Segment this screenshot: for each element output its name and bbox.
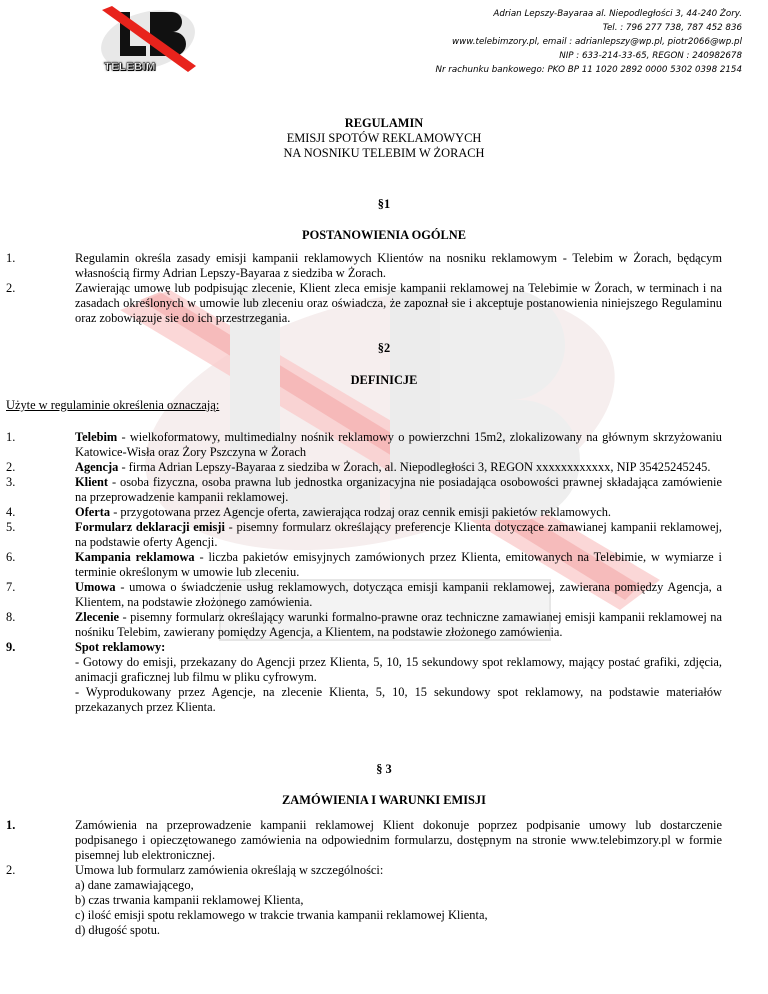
definitions-list	[6, 430, 722, 715]
section-2-number: §2	[377, 341, 391, 355]
list-item	[6, 251, 722, 281]
definition-term: Zlecenie	[75, 610, 120, 624]
definition-term: Kampania reklamowa	[75, 550, 195, 564]
order-detail-item: b) czas trwania kampanii reklamowej Klienta,	[75, 893, 304, 907]
definition-term: Umowa	[75, 580, 116, 594]
definition-text: - pisemny formularz określający warunki formalno-prawne oraz techniczne zamawianej emisji kampanii reklamowej na nośniku Telebim, zawierany pomiędzy Agencja, a Klientem, na podstawie złożonego zamówienia.	[75, 610, 722, 639]
list-item-text: Umowa lub formularz zamówienia określają w szczególności:	[75, 863, 384, 877]
list-item-number: 9.	[6, 640, 16, 654]
definition-term: Spot reklamowy:	[75, 640, 166, 654]
definition-text: - wielkoformatowy, multimedialny nośnik reklamowy o powierzchni 15m2, zlokalizowany na głównym skrzyżowaniu Katowice-Wisła oraz Żory Pszczyna w Żorach	[75, 430, 722, 459]
section-3-list	[6, 818, 722, 938]
definition-text: - osoba fizyczna, osoba prawna lub jednostka organizacyjna nie posiadająca osobowości prawnej składająca zamówienie na przeprowadzenie kampanii reklamowej.	[75, 475, 722, 504]
list-item-number: 5.	[6, 520, 16, 534]
contact-bank-account: Nr rachunku bankowego: PKO BP 11 1020 2892 0000 5302 0398 2154	[435, 65, 742, 75]
list-item-number: 2.	[6, 460, 16, 474]
document-subtitle-2: NA NOSNIKU TELEBIM W ŻORACH	[283, 146, 485, 160]
section-3-heading: ZAMÓWIENIA I WARUNKI EMISJI	[282, 793, 486, 807]
list-item-text: Zamówienia na przeprowadzenie kampanii reklamowej Klient dokonuje poprzez podpisanie umowy lub dostarczenie podpisanego i opieczętowanego zamówienia na odpowiednim formularzu, dostępnym na stronie www.telebimzory.pl w formie pisemnej lub elektronicznej.	[75, 818, 722, 862]
list-item-number: 6.	[6, 550, 16, 564]
list-item	[6, 281, 722, 326]
order-detail-item: d) długość spotu.	[75, 923, 161, 937]
list-item-number: 2.	[6, 863, 16, 877]
definition-term: Telebim	[75, 430, 118, 444]
list-item	[6, 818, 722, 863]
definitions-intro: Użyte w regulaminie określenia oznaczają:	[6, 398, 220, 412]
logo-text: TELEBIM	[104, 61, 156, 73]
list-item-number: 1.	[6, 430, 16, 444]
spot-type-ready: - Gotowy do emisji, przekazany do Agencji przez Klienta, 5, 10, 15 sekundowy spot reklamowy, mający postać grafiki, zdjęcia, animacji graficznej lub filmu w pliku cyfrowym.	[75, 655, 722, 684]
definition-item	[6, 430, 722, 460]
list-item-text: Regulamin określa zasady emisji kampanii reklamowych Klientów na nosniku reklamowym - Telebim w Żorach, będącym własnością firmy Adrian Lepszy-Bayaraa z siedziba w Żorach.	[75, 251, 722, 280]
definition-term: Oferta	[75, 505, 111, 519]
definition-item	[6, 550, 722, 580]
document-title: REGULAMIN	[344, 116, 424, 130]
contact-web-email: www.telebimzory.pl, email : adrianlepszy@wp.pl, piotr2066@wp.pl	[452, 37, 742, 47]
contact-address: Adrian Lepszy-Bayaraa al. Niepodległości 3, 44-240 Żory.	[493, 9, 742, 19]
section-3-number: § 3	[376, 762, 392, 776]
definition-item	[6, 610, 722, 640]
section-1-heading: POSTANOWIENIA OGÓLNE	[302, 228, 466, 242]
list-item-number: 8.	[6, 610, 16, 624]
list-item-number: 4.	[6, 505, 16, 519]
telebim-logo	[98, 4, 198, 76]
definition-item	[6, 640, 722, 715]
list-item	[6, 863, 722, 938]
section-1-list	[6, 251, 722, 326]
order-detail-item: a) dane zamawiającego,	[75, 878, 194, 892]
definition-text: - firma Adrian Lepszy-Bayaraa z siedziba w Żorach, al. Niepodległości 3, REGON xxxxxxxxxxxx, NIP 35425245245.	[118, 460, 711, 474]
list-item-number: 3.	[6, 475, 16, 489]
document-subtitle-1: EMISJI SPOTÓW REKLAMOWYCH	[286, 131, 482, 145]
list-item-number: 1.	[6, 818, 16, 832]
definition-text: - umowa o świadczenie usług reklamowych, dotycząca emisji kampanii reklamowej, zawierana pomiędzy Agencja, a Klientem, na podstawie złożonego zamówienia.	[75, 580, 722, 609]
definition-item	[6, 520, 722, 550]
definition-text: - pisemny formularz określający preferencje Klienta dotyczące zamawianej kampanii reklamowej, na podstawie oferty Agencji.	[75, 520, 722, 549]
definition-item	[6, 580, 722, 610]
definition-text: - przygotowana przez Agencje oferta, zawierająca rodzaj oraz cennik emisji pakietów reklamowych.	[110, 505, 611, 519]
list-item-number: 2.	[6, 281, 16, 295]
definition-item	[6, 505, 722, 520]
contact-info	[435, 7, 742, 77]
section-2-heading: DEFINICJE	[350, 373, 418, 387]
definition-text: - liczba pakietów emisyjnych zamówionych przez Klienta, emitowanych na Telebimie, w wymiarze i terminie określonym w umowie lub zleceniu.	[75, 550, 722, 579]
list-item-number: 7.	[6, 580, 16, 594]
definition-item	[6, 460, 722, 475]
order-detail-item: c) ilość emisji spotu reklamowego w trakcie trwania kampanii reklamowej Klienta,	[75, 908, 488, 922]
definition-term: Klient	[75, 475, 109, 489]
contact-nip-regon: NIP : 633-214-33-65, REGON : 240982678	[559, 51, 742, 61]
spot-type-produced: - Wyprodukowany przez Agencje, na zlecenie Klienta, 5, 10, 15 sekundowy spot reklamowy, na podstawie materiałów przekazanych przez Klienta.	[75, 685, 722, 714]
contact-phone: Tel. : 796 277 738, 787 452 836	[602, 23, 742, 33]
definition-term: Formularz deklaracji emisji	[75, 520, 225, 534]
section-1-number: §1	[377, 197, 391, 211]
list-item-text: Zawierając umowę lub podpisując zlecenie, Klient zleca emisje kampanii reklamowej na Telebimie w Żorach, w terminach i na zasadach określonych w umowie lub zleceniu oraz oświadcza, że zapoznał sie i akceptuje postanowienia niniejszego Regulaminu oraz zobowiązuje sie do ich przestrzegania.	[75, 281, 722, 325]
list-item-number: 1.	[6, 251, 16, 265]
document-title-block	[0, 116, 768, 161]
definition-item	[6, 475, 722, 505]
definition-term: Agencja	[75, 460, 119, 474]
